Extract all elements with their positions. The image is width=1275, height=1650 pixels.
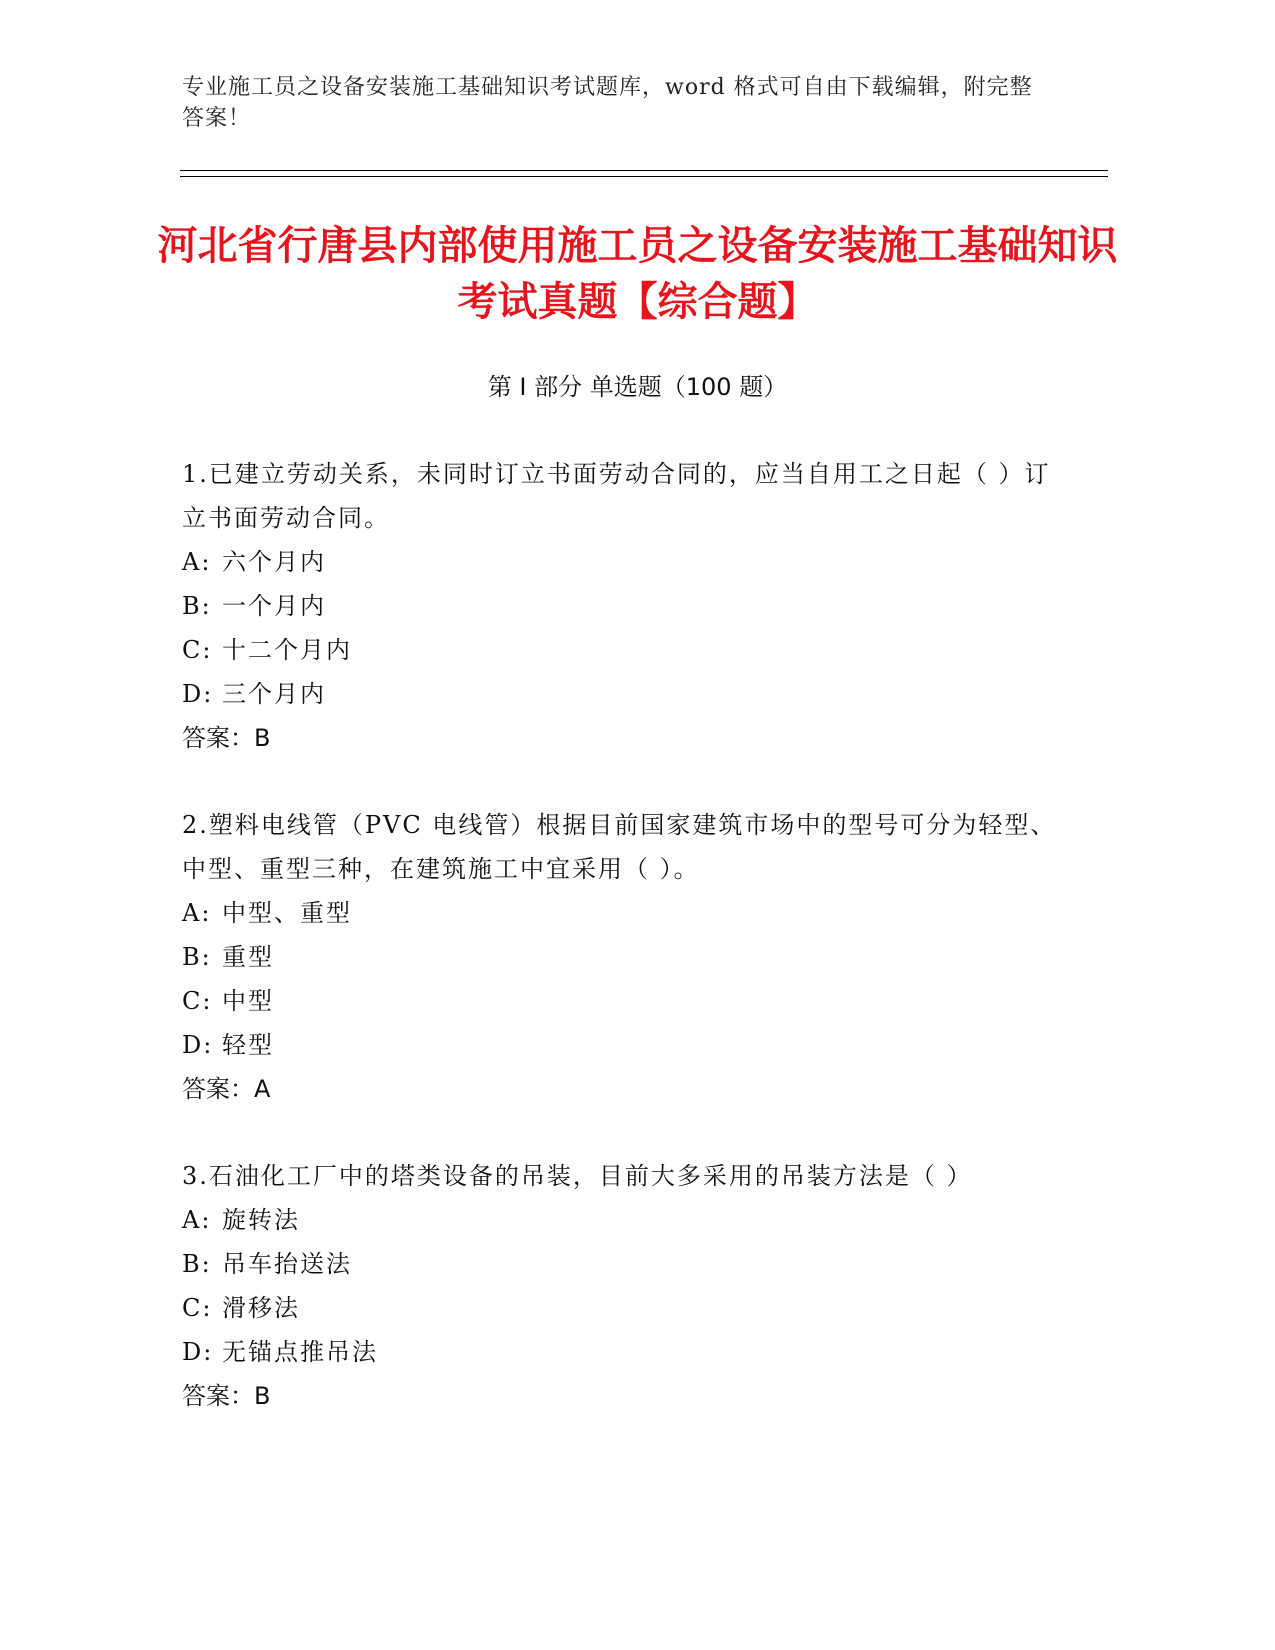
section-title: 第 I 部分 单选题（100 题） [487,373,788,401]
question-option [182,935,1062,979]
question-option [182,1330,1062,1374]
question-option [182,1242,1062,1286]
option-text: 吊车抬送法 [222,1250,352,1278]
question-option [182,891,1062,935]
option-letter: D: [182,1031,214,1059]
option-letter: D: [182,680,214,708]
option-text: 中型 [222,987,274,1015]
option-letter: C: [182,636,213,664]
option-letter: C: [182,987,213,1015]
question-option [182,979,1062,1023]
question-option [182,1198,1062,1242]
question-option [182,1286,1062,1330]
option-text: 中型、重型 [222,899,352,927]
option-letter: A: [182,1206,212,1234]
header-note: 专业施工员之设备安装施工基础知识考试题库，word 格式可自由下载编辑，附完整答案！ [182,75,1033,131]
question-option [182,672,1062,716]
question-option [182,1023,1062,1067]
option-letter: C: [182,1294,213,1322]
option-text: 重型 [222,943,274,971]
option-text: 三个月内 [222,680,326,708]
option-text: 轻型 [222,1031,274,1059]
document-title: 河北省行唐县内部使用施工员之设备安装施工基础知识考试真题【综合题】 [157,223,1118,325]
option-letter: A: [182,548,212,576]
option-letter: B: [182,592,212,620]
question-answer: 答案：B [182,1382,271,1410]
question-option [182,584,1062,628]
option-text: 滑移法 [222,1294,300,1322]
question-option [182,628,1062,672]
option-text: 十二个月内 [222,636,352,664]
option-text: 无锚点推吊法 [222,1338,378,1366]
option-letter: B: [182,943,212,971]
question-item [182,1154,1062,1418]
option-letter: D: [182,1338,214,1366]
question-stem: 3.石油化工厂中的塔类设备的吊装，目前大多采用的吊装方法是（ ） [182,1162,973,1190]
question-answer: 答案：B [182,724,271,752]
question-stem: 2.塑料电线管（PVC 电线管）根据目前国家建筑市场中的型号可分为轻型、中型、重型三种，在建筑施工中宜采用（ ）。 [182,811,1057,883]
question-item [182,452,1062,760]
question-option [182,540,1062,584]
question-answer: 答案：A [182,1075,271,1103]
option-letter: A: [182,899,212,927]
question-stem: 1.已建立劳动关系，未同时订立书面劳动合同的，应当自用工之日起（ ）订立书面劳动合同。 [182,460,1051,532]
header-divider-top [180,170,1108,171]
option-text: 一个月内 [222,592,326,620]
option-letter: B: [182,1250,212,1278]
question-list [182,452,1062,1461]
option-text: 六个月内 [222,548,326,576]
question-item [182,803,1062,1111]
header-divider-bottom [180,176,1108,177]
option-text: 旋转法 [222,1206,300,1234]
